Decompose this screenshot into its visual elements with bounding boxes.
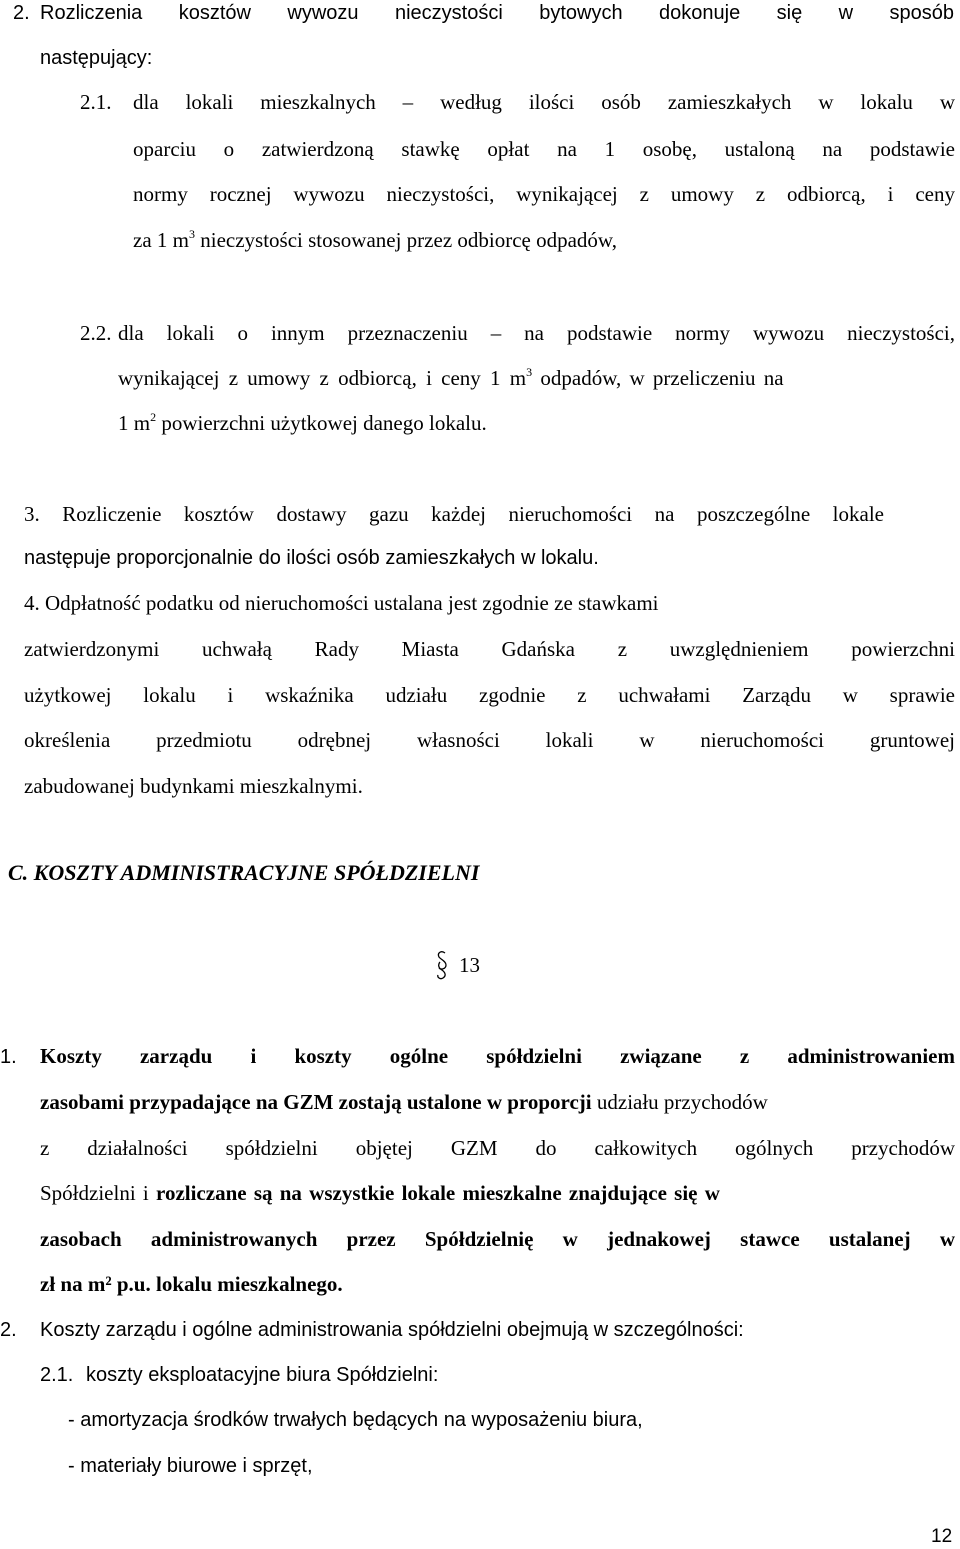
- text-run: udziału przychodów: [591, 1090, 768, 1114]
- section-3-line-2: następuje proporcjonalnie do ilości osób zamieszkałych w lokalu.: [24, 547, 599, 569]
- p1-line-6: zł na m² p.u. lokalu mieszkalnego.: [40, 1272, 343, 1296]
- p21-bullet-1: - amortyzacja środków trwałych będących na wyposażeniu biura,: [68, 1409, 643, 1431]
- item-2-2-line-3: [118, 410, 487, 435]
- p1-line-3: z działalności spółdzielni objętej GZM do całkowitych ogólnych przychodów: [40, 1136, 955, 1160]
- superscript: 3: [188, 227, 195, 241]
- item-2-2-line-2: [118, 365, 955, 390]
- bold-run: rozliczane są na wszystkie lokale mieszkalne znajdujące się w: [156, 1181, 720, 1205]
- p1-line-4: [40, 1183, 955, 1204]
- section-4-line-1: 4. Odpłatność podatku od nieruchomości ustalana jest zgodnie ze stawkami: [24, 591, 659, 615]
- text-run: nieczystości stosowanej przez odbiorcę odpadów,: [194, 228, 617, 252]
- text-run: 1 m: [118, 411, 151, 435]
- text-run: odpadów, w przeliczeniu na: [532, 366, 784, 390]
- section-4-line-4: określenia przedmiotu odrębnej własności lokali w nieruchomości gruntowej: [24, 728, 955, 752]
- p21-bullet-2: - materiały biurowe i sprzęt,: [68, 1455, 313, 1477]
- p2-number: 2.: [0, 1319, 17, 1341]
- section-3-line-1: 3. Rozliczenie kosztów dostawy gazu każdej nieruchomości na poszczególne lokale: [24, 502, 884, 526]
- p21-number: 2.1.: [40, 1364, 74, 1386]
- p21-text: koszty eksploatacyjne biura Spółdzielni:: [86, 1364, 439, 1386]
- section-c-heading: C. KOSZTY ADMINISTRACYJNE SPÓŁDZIELNI: [8, 860, 480, 885]
- text-run: powierzchni użytkowej danego lokalu.: [156, 411, 487, 435]
- text-run: za 1 m: [133, 228, 189, 252]
- p1-line-1: Koszty zarządu i koszty ogólne spółdzielni związane z administrowaniem: [40, 1044, 955, 1068]
- item-2-1-line-1: dla lokali mieszkalnych – według ilości osób zamieszkałych w lokalu w: [133, 90, 955, 114]
- item-2-1-line-4: [133, 227, 617, 252]
- item-2-2-number: 2.2.: [80, 321, 112, 345]
- section-4-line-3: użytkowej lokalu i wskaźnika udziału zgodnie z uchwałami Zarządu w sprawie: [24, 683, 955, 707]
- paragraph-number: 13: [459, 953, 480, 977]
- superscript: 2: [150, 410, 157, 424]
- section-2-number: 2.: [13, 2, 30, 24]
- item-2-1-line-2: oparciu o zatwierdzoną stawkę opłat na 1 osobę, ustaloną na podstawie: [133, 137, 955, 161]
- section-2-line-2: następujący:: [40, 47, 153, 69]
- bold-run: zasobami przypadające na GZM zostają ustalone w proporcji: [40, 1090, 592, 1114]
- section-4-line-2: zatwierdzonymi uchwałą Rady Miasta Gdańska z uwzględnieniem powierzchni: [24, 637, 955, 661]
- paragraph-mark-glyph: [436, 950, 449, 980]
- p1-number: 1.: [0, 1046, 17, 1068]
- section-4-line-5: zabudowanej budynkami mieszkalnymi.: [24, 774, 363, 798]
- p1-line-2: [40, 1092, 955, 1113]
- text-run: wynikającej z umowy z odbiorcą, i ceny 1 m: [118, 366, 527, 390]
- section-2-line-1: Rozliczenia kosztów wywozu nieczystości bytowych dokonuje się w sposób: [40, 2, 954, 24]
- page-number: 12: [931, 1526, 953, 1547]
- item-2-1-line-3: normy rocznej wywozu nieczystości, wynikającej z umowy z odbiorcą, i ceny: [133, 182, 955, 206]
- item-2-2-line-1: dla lokali o innym przeznaczeniu – na podstawie normy wywozu nieczystości,: [118, 321, 955, 345]
- superscript: 3: [526, 365, 533, 379]
- item-2-1-number: 2.1.: [80, 90, 112, 114]
- text-run: Spółdzielni i: [40, 1181, 156, 1205]
- p1-line-5: zasobach administrowanych przez Spółdzielnię w jednakowej stawce ustalanej w: [40, 1227, 955, 1251]
- p2-text: Koszty zarządu i ogólne administrowania spółdzielni obejmują w szczególności:: [40, 1319, 744, 1341]
